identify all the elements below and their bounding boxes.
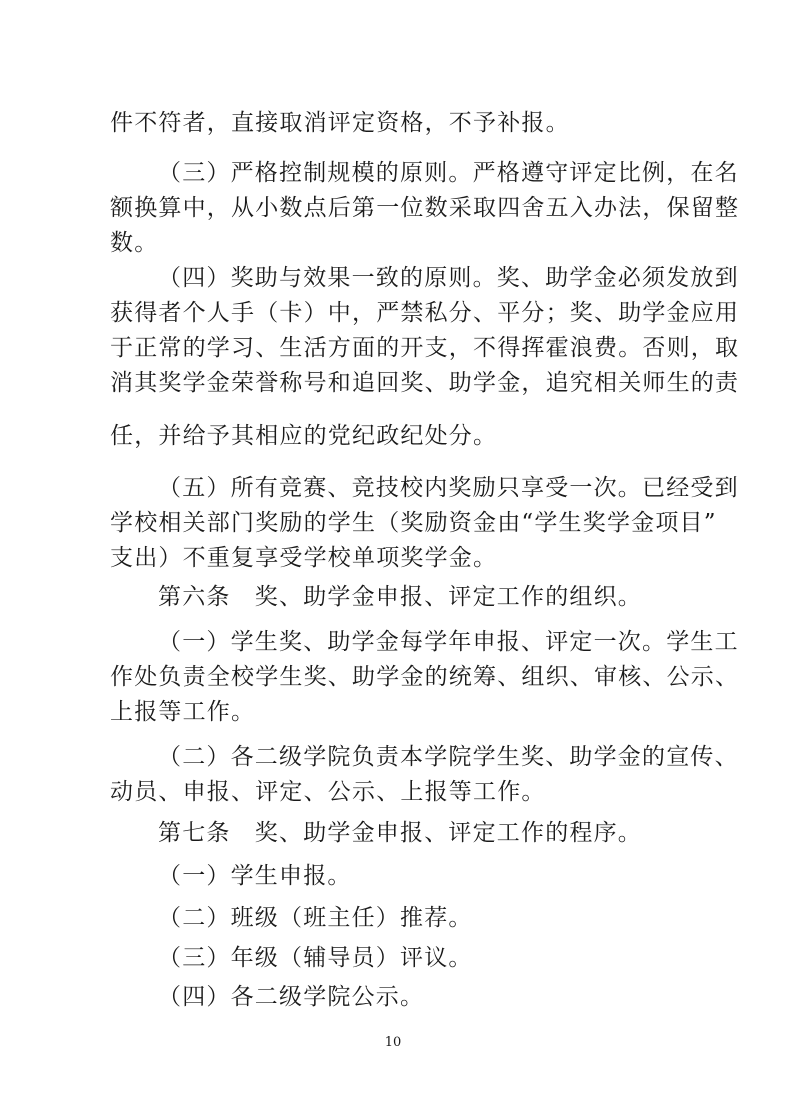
paragraph-line: （三）严格控制规模的原则。严格遵守评定比例，在名 [158, 160, 739, 186]
article-heading: 第六条 奖、助学金申报、评定工作的组织。 [158, 584, 642, 610]
paragraph-line: 作处负责全校学生奖、助学金的统筹、组织、审核、公示、 [110, 664, 740, 690]
paragraph-line: （二）各二级学院负责本学院学生奖、助学金的宣传、 [158, 744, 739, 770]
paragraph-line: 消其奖学金荣誉称号和追回奖、助学金，追究相关师生的责 [110, 370, 740, 396]
list-item: （三）年级（辅导员）评议。 [158, 945, 473, 971]
paragraph-line: （一）学生奖、助学金每学年申报、评定一次。学生工 [158, 629, 739, 655]
paragraph-line: 数。 [110, 230, 159, 256]
paragraph-line: 支出）不重复享受学校单项奖学金。 [110, 545, 498, 571]
paragraph-line: 学校相关部门奖励的学生（奖励资金由“学生奖学金项目” [110, 510, 717, 536]
paragraph-line: 动员、申报、评定、公示、上报等工作。 [110, 779, 546, 805]
paragraph-line: （五）所有竞赛、竞技校内奖励只享受一次。已经受到 [158, 475, 739, 501]
paragraph-line: 额换算中，从小数点后第一位数采取四舍五入办法，保留整 [110, 195, 740, 221]
list-item: （二）班级（班主任）推荐。 [158, 905, 473, 931]
page-number: 10 [384, 1035, 402, 1050]
paragraph-line: （四）奖助与效果一致的原则。奖、助学金必须发放到 [158, 265, 739, 291]
list-item: （一）学生申报。 [158, 863, 352, 889]
list-item: （四）各二级学院公示。 [158, 984, 425, 1010]
paragraph-line: 上报等工作。 [110, 699, 256, 725]
paragraph-line: 于正常的学习、生活方面的开支，不得挥霍浪费。否则，取 [110, 335, 740, 361]
paragraph-line: 件不符者，直接取消评定资格，不予补报。 [110, 110, 570, 136]
paragraph-line: 获得者个人手（卡）中，严禁私分、平分；奖、助学金应用 [110, 300, 740, 326]
paragraph-line: 任，并给予其相应的党纪政纪处分。 [110, 423, 498, 449]
article-heading: 第七条 奖、助学金申报、评定工作的程序。 [158, 820, 642, 846]
